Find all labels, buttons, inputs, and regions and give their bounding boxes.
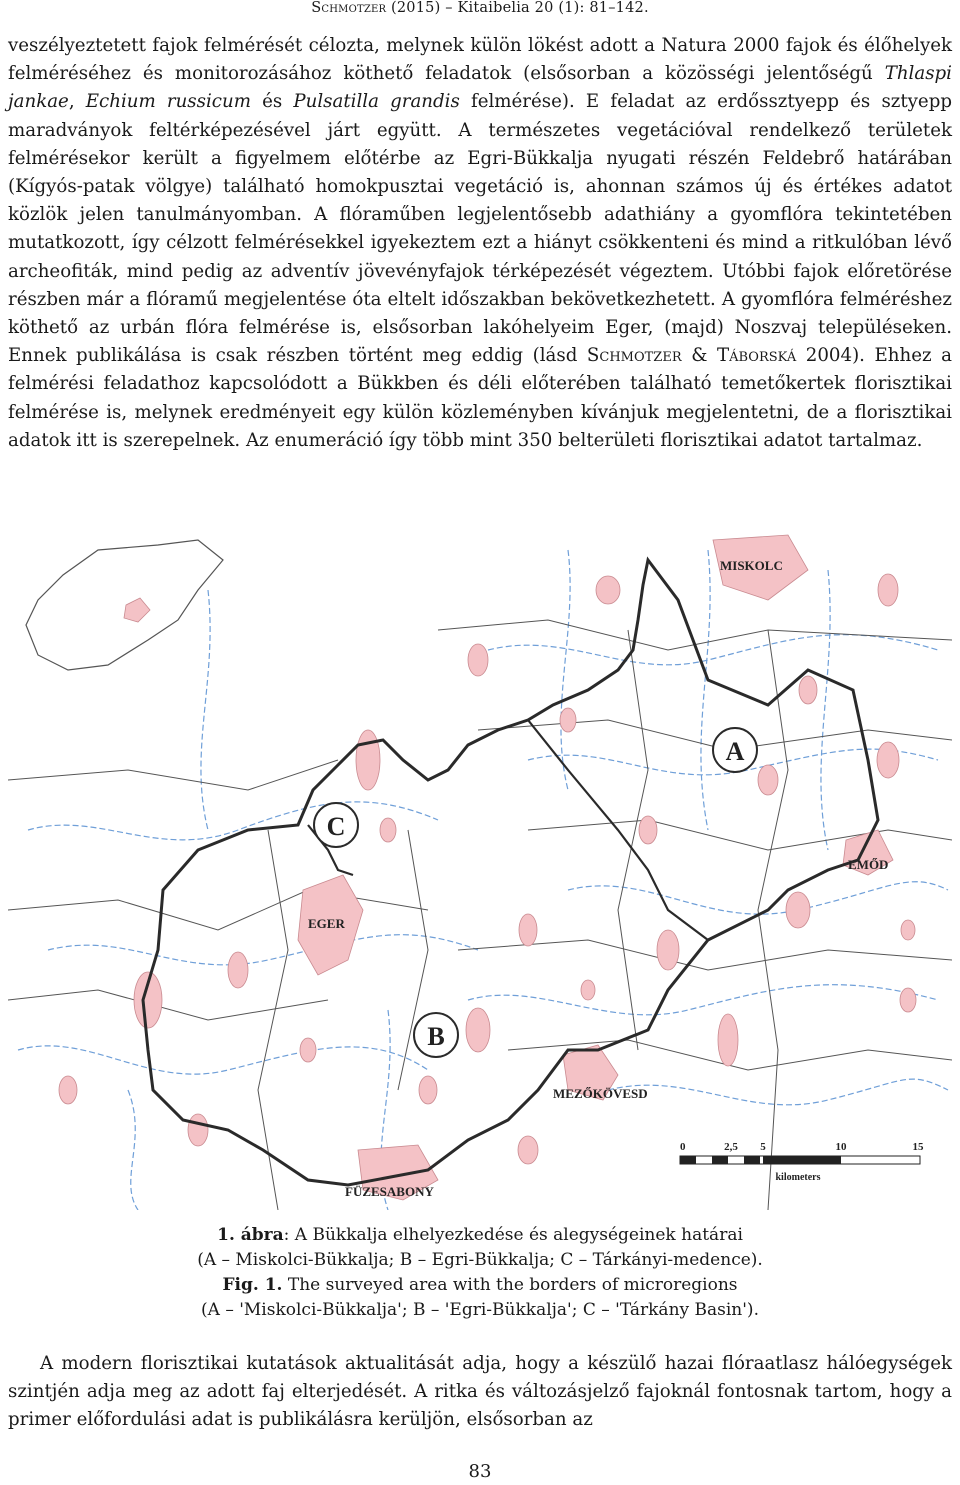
- scale-tick-label: 2,5: [724, 1141, 738, 1153]
- reference-author: Schmotzer: [586, 345, 682, 367]
- text-run: felmérése). E feladat az erdőssztyepp és sztyepp maradványok feltérképezésével járt együtt. A természetes vegetációval rendelkező területek felmérésekor került a figyelmem előtérbe az Egri-Bükkalja nyugati részén Feldebrő határában (Kígyós-patak völgye) található homokpusztai vegetáció is, ahonnan számos új és értékes adatot közlök jelen tanulmányomban. A flóraműben legjelentősebb adathiány a gyomflóra tekintetében mutatkozott, így célzott felmérésekkel igyekeztem ezt a hiányt csökkenteni és mind a ritkulóban lévő archeofiták, mind pedig az adventív jövevényfajok térképezését végeztem. Utóbbi fajok előretörése részben már a flóramű megjelentése óta eltelt időszakban bekövetkezhetett. A gyomflóra felméréshez köthető az urbán flóra felmérése is, elsősorban lakóhelyeim Eger, (majd) Noszvaj településeken. Ennek publikálása is csak részben történt meg eddig (lásd: [8, 91, 952, 367]
- caption-hu-line-2: (A – Miskolci-Bükkalja; B – Egri-Bükkalja; C – Tárkányi-medence).: [197, 1250, 763, 1270]
- caption-en-label: Fig. 1.: [222, 1275, 283, 1295]
- text-run: és: [250, 91, 294, 113]
- header-citation: (2015) – Kitaibelia 20 (1): 81–142.: [386, 0, 649, 16]
- species-name: Echium russicum: [85, 91, 251, 113]
- header-author: Schmotzer: [311, 0, 387, 16]
- scale-tick-label: 5: [760, 1141, 766, 1153]
- city-label-emod: EMŐD: [848, 857, 889, 872]
- body-paragraph-1: [8, 32, 952, 455]
- text-run: &: [681, 345, 717, 367]
- caption-en-line-1: [0, 1273, 960, 1298]
- figure-map: [8, 530, 952, 1210]
- running-header: [0, 0, 960, 16]
- city-label-eger: EGER: [308, 916, 345, 931]
- city-label-miskolc: MISKOLC: [720, 558, 783, 573]
- text-run: 2004). Ehhez a felmérési feladathoz kapcsolódott a Bükkben és déli előterében található temetőkertek florisztikai felmérése is, melynek eredményeit egy külön közleményben kívánjuk megjelentetni, de a florisztikai adatok itt is szerepelnek. Az enumeráció így több mint 350 belterületi florisztikai adatot tartalmaz.: [8, 345, 952, 451]
- caption-text: : A Bükkalja elhelyezkedése és alegységeinek határai: [283, 1225, 743, 1245]
- bukkalja-map: [8, 530, 952, 1210]
- reference-author: Táborská: [716, 345, 797, 367]
- species-name: Pulsatilla grandis: [293, 91, 460, 113]
- city-label-mezokovesd: MEZŐKÖVESD: [553, 1086, 648, 1101]
- text-run: veszélyeztetett fajok felmérését célozta, melynek külön lökést adott a Natura 2000 fajok és élőhelyek felméréséhez és monitorozásához köthető feladatok (elsősorban a közösségi jelentőségű: [8, 35, 952, 85]
- caption-text: The surveyed area with the borders of microregions: [282, 1275, 738, 1295]
- caption-en-line-2: (A – 'Miskolci-Bükkalja'; B – 'Egri-Bükkalja'; C – 'Tárkány Basin').: [201, 1300, 759, 1320]
- scale-tick-label: 0: [680, 1141, 686, 1153]
- scale-unit: kilometers: [775, 1172, 821, 1183]
- scale-tick-label: 10: [835, 1141, 847, 1153]
- region-b-label: B: [427, 1022, 445, 1051]
- species-name: Thlaspi jankae: [8, 63, 952, 113]
- region-a-label: A: [725, 737, 745, 766]
- page-number: 83: [468, 1461, 492, 1482]
- text-run: ,: [68, 91, 86, 113]
- body-paragraph-2: A modern florisztikai kutatások aktualitását adja, hogy a készülő hazai flóraatlasz hálóegységek szintjén adja meg az adott faj elterjedését. A ritka és változásjelző fajoknál fontosnak tartom, hogy a primer előfordulási adat is publikálásra kerüljön, elsősorban az: [8, 1353, 952, 1431]
- city-label-fuzesabony: FÜZESABONY: [345, 1184, 434, 1199]
- caption-hu-label: 1. ábra: [217, 1225, 284, 1245]
- scale-tick-label: 15: [912, 1141, 924, 1153]
- caption-hu-line-1: [0, 1223, 960, 1248]
- region-c-label: C: [326, 812, 346, 841]
